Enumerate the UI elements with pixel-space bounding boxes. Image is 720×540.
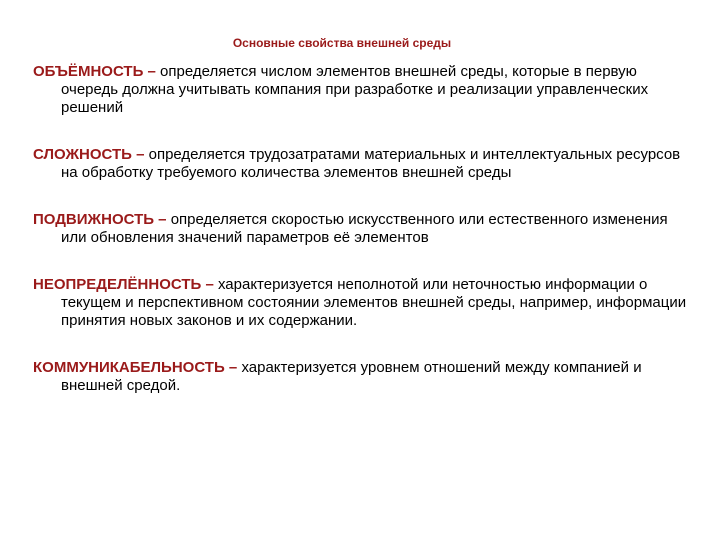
property-dash: – — [131, 146, 149, 163]
slide-title: Основные свойства внешней среды — [232, 36, 452, 50]
property-item-uncertainty — [33, 276, 688, 330]
property-item-communicability — [33, 359, 688, 395]
properties-list — [33, 63, 688, 424]
property-term: ПОДВИЖНОСТЬ — [33, 211, 155, 228]
property-definition: определяется числом элементов внешней среды, которые в первую очередь должна учитывать компания при разработке и реализации управленческих решений — [61, 63, 649, 116]
property-dash: – — [201, 276, 218, 293]
property-item-volume — [33, 63, 688, 117]
property-definition: характеризуется уровнем отношений между компанией и внешней средой. — [61, 359, 642, 394]
property-definition: определяется трудозатратами материальных и интеллектуальных ресурсов на обработку требуемого количества элементов внешней среды — [61, 146, 681, 181]
property-item-mobility — [33, 211, 688, 247]
property-dash: – — [224, 359, 242, 376]
property-item-complexity — [33, 146, 688, 182]
property-term: НЕОПРЕДЕЛЁННОСТЬ — [33, 276, 202, 293]
property-dash: – — [154, 211, 171, 228]
property-dash: – — [143, 63, 161, 80]
property-term: СЛОЖНОСТЬ — [33, 146, 132, 163]
property-definition: характеризуется неполнотой или неточностью информации о текущем и перспективном состоянии элементов внешней среды, например, информации принятия новых законов и их содержании. — [61, 276, 687, 329]
property-term: ОБЪЁМНОСТЬ — [33, 63, 144, 80]
property-term: КОММУНИКАБЕЛЬНОСТЬ — [33, 359, 225, 376]
property-definition: определяется скоростью искусственного или естественного изменения или обновления значений параметров её элементов — [61, 211, 668, 246]
